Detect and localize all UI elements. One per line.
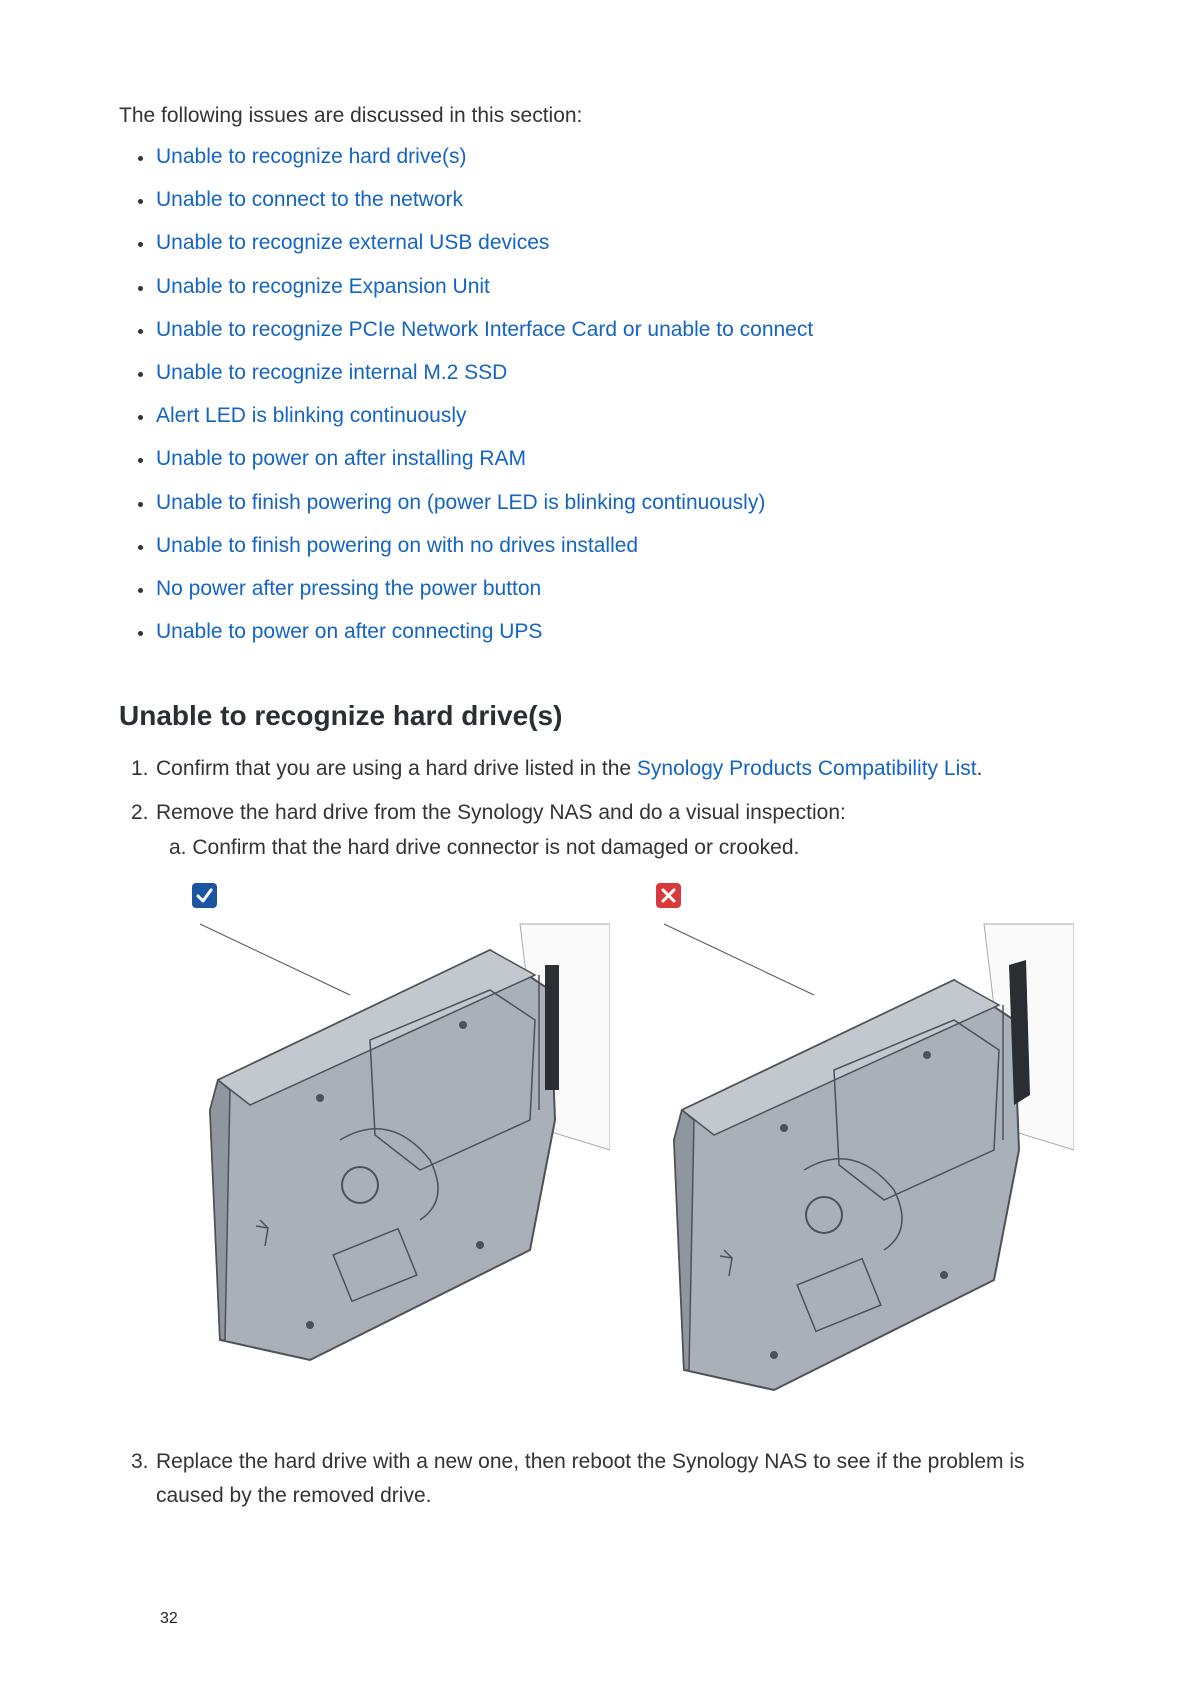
- issue-link-hard-drive[interactable]: Unable to recognize hard drive(s): [156, 145, 467, 168]
- step-text: Remove the hard drive from the Synology NAS and do a visual inspection:: [156, 801, 846, 824]
- issue-link-power-led[interactable]: Unable to finish powering on (power LED is blinking continuously): [156, 490, 766, 514]
- step-number: 2.: [131, 801, 149, 824]
- damaged-drive-figure: [654, 880, 1074, 1410]
- list-item: [119, 273, 1069, 316]
- list-item: [119, 402, 1069, 445]
- hard-drive-illustration: [190, 920, 610, 1410]
- page-number: 32: [160, 1610, 178, 1627]
- issue-link-alert-led[interactable]: Alert LED is blinking continuously: [156, 404, 467, 428]
- list-item: [119, 489, 1069, 532]
- checkmark-icon: [192, 883, 217, 908]
- list-item: [119, 532, 1069, 575]
- step-number: 3.: [131, 1450, 149, 1473]
- list-item: [119, 229, 1069, 272]
- compatibility-list-link[interactable]: Synology Products Compatibility List: [636, 757, 977, 780]
- step-text-part: Confirm that you are using a hard drive listed in the: [156, 757, 637, 780]
- list-item: [119, 316, 1069, 359]
- substep-a: a. Confirm that the hard drive connector is not damaged or crooked.: [169, 836, 800, 859]
- list-item: [119, 618, 1069, 661]
- step-1: [131, 752, 1071, 786]
- step-2: [131, 796, 1071, 830]
- step-3: [131, 1445, 1071, 1507]
- issue-list: [119, 143, 1069, 661]
- issue-link-no-drives[interactable]: Unable to finish powering on with no drives installed: [156, 533, 639, 557]
- issue-link-usb[interactable]: Unable to recognize external USB devices: [156, 231, 550, 255]
- step-number: 1.: [131, 757, 149, 780]
- issue-link-m2-ssd[interactable]: Unable to recognize internal M.2 SSD: [156, 360, 508, 384]
- step-text-part: .: [976, 757, 983, 780]
- issue-link-power-button[interactable]: No power after pressing the power button: [156, 576, 542, 600]
- list-item: [119, 575, 1069, 618]
- issue-link-network[interactable]: Unable to connect to the network: [156, 188, 464, 212]
- list-item: [119, 143, 1069, 186]
- hard-drive-illustration: [654, 920, 1074, 1410]
- issue-link-pcie-nic[interactable]: Unable to recognize PCIe Network Interface Card or unable to connect: [156, 317, 814, 341]
- issue-link-ram[interactable]: Unable to power on after installing RAM: [156, 447, 527, 471]
- step-text: [156, 752, 1071, 786]
- intro-text: The following issues are discussed in this section:: [119, 104, 583, 127]
- issue-link-expansion-unit[interactable]: Unable to recognize Expansion Unit: [156, 274, 490, 298]
- step-text: Replace the hard drive with a new one, then reboot the Synology NAS to see if the problem is caused by the removed drive.: [156, 1450, 1025, 1507]
- list-item: [119, 359, 1069, 402]
- list-item: [119, 445, 1069, 488]
- list-item: [119, 186, 1069, 229]
- issue-link-ups[interactable]: Unable to power on after connecting UPS: [156, 620, 543, 644]
- section-title: Unable to recognize hard drive(s): [119, 700, 563, 731]
- cross-icon: [656, 883, 681, 908]
- correct-drive-figure: [190, 880, 610, 1410]
